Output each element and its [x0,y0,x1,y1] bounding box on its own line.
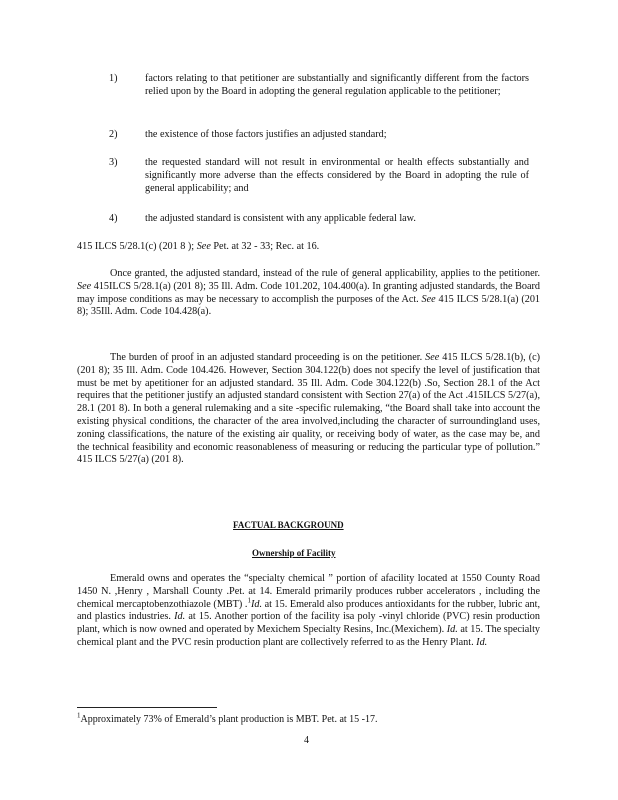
see-signal: See [196,241,211,252]
see-signal: See [421,293,436,305]
footnote-text: Approximately 73% of Emerald’s plant production is MBT. Pet. at 15 -17. [80,714,378,725]
citation-line: 415 ILCS 5/28.1(c) (201 8 ); See Pet. at 32 - 33; Rec. at 16. [77,241,320,252]
criterion-text: the requested standard will not result in environmental or health effects substantially and significantly more adverse than the effects considered by the Board in adopting the rule of general applicability; and [145,157,529,194]
criterion-text: factors relating to that petitioner are substantially and significantly different from the factors relied upon by the Board in adopting the general regulation applicable to the petitioner; [145,73,529,97]
footnote-divider [77,707,217,708]
criterion-number: 3) [109,157,118,168]
criterion-text: the adjusted standard is consistent with any applicable federal law. [145,213,416,224]
paragraph-granted: Once granted, the adjusted standard, instead of the rule of general applicability, applies to the petitioner. See 415ILCS 5/28.1(a) (201 8); 35 Ill. Adm. Code 101.202, 104.400(a). In granting adjusted standards, the Board may impose conditions as may be necessary to accomplish the purposes of the Act. See 415 ILCS 5/28.1(a) (201 8); 35Ill. Adm. Code 104.428(a). [77,268,541,318]
footnote [77,711,378,725]
paragraph-burden: The burden of proof in an adjusted standard proceeding is on the petitioner. See 415 ILCS 5/28.1(b), (c) (201 8); 35 Ill. Adm. Code 104.426. However, Section 304.122(b) does not specify the level of justification that must be met by apetitioner for an adjusted standard. 35 Ill. Adm. Code 304.122(b) .So, Section 28.1 of the Act requires that the petitioner justify an adjusted standard consistent with Section 27(a) of the Act .415ILCS 5/27(a), 28.1 (201 8). In both a general rulemaking and a site -specific rulemaking, “the Board shall take into account the existing physical conditions, the character of the area involved,including the character of surroundingland uses, zoning classifications, the nature of the existing air quality, or receiving body of water, as the case may be, and the technical feasibility and economic reasonableness of measuring or reducing the particular type of pollution.” 415 ILCS 5/27(a) (201 8). [77,352,541,466]
criterion-number: 2) [109,129,118,140]
page-number: 4 [304,735,309,746]
subsection-heading: Ownership of Facility [252,548,336,558]
see-signal: See [77,280,92,292]
footnote-ref: 1 [247,596,251,605]
criterion-number: 1) [109,73,118,84]
criterion-text: the existence of those factors justifies an adjusted standard; [145,129,387,140]
paragraph-emerald: Emerald owns and operates the “specialty chemical ” portion of afacility located at 1550 County Road 1450 N. ,Henry , Marshall County .Pet. at 14. Emerald primarily produces rubber accelerators , including the chemical mercaptobenzothiazole (MBT) .$^1$Id. at 15. Emerald also produces antioxidants for the rubber, lubric ant, and plastics industries. Id. at 15. Another portion of the facility isa poly -vinyl chloride (PVC) resin production plant, which is now owned and operated by Mexichem Specialty Resins, Inc.(Mexichem). Id. at 15. The specialty chemical plant and the PVC resin production plant are collectively referred to as the Henry Plant. Id. [77,573,540,648]
section-heading: FACTUAL BACKGROUND [233,520,344,530]
see-signal: See [425,352,440,363]
footnote-number: 1 [77,711,81,720]
criterion-number: 4) [109,213,118,224]
